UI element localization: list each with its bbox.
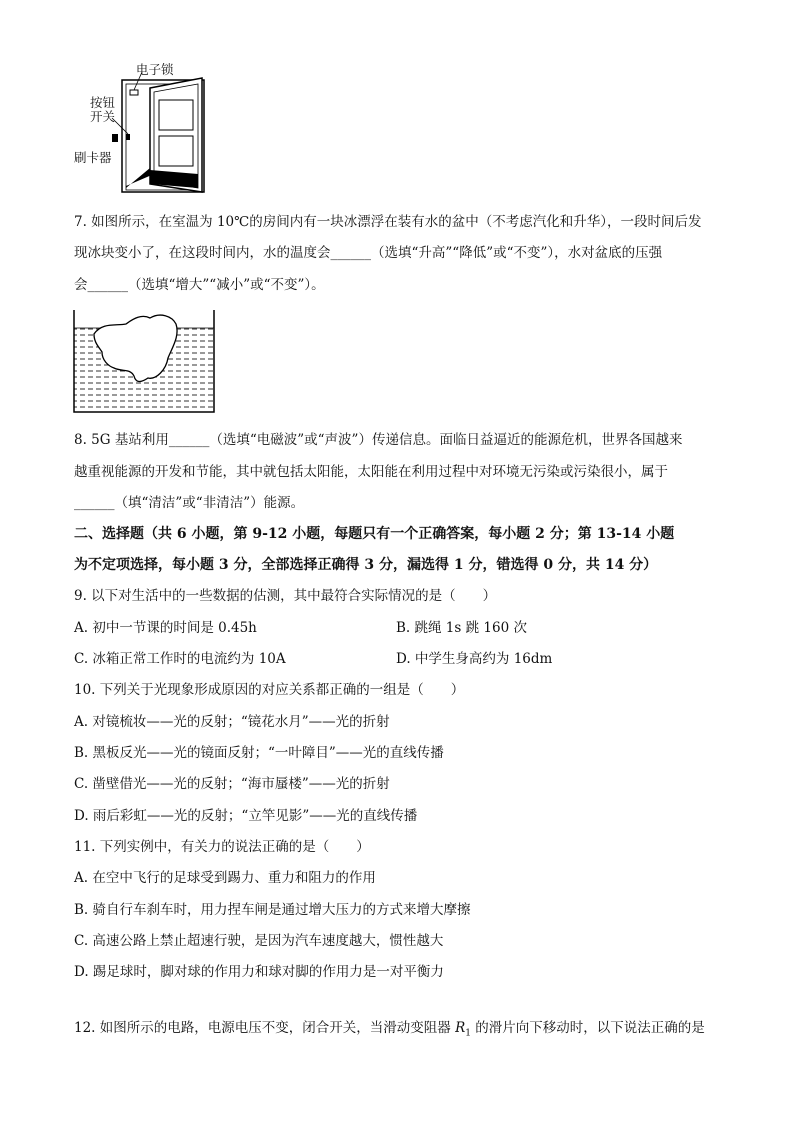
q10-option-d: D. 雨后彩虹——光的反射；“立竿见影”——光的直线传播: [74, 808, 418, 824]
q12-r-symbol: R: [455, 1020, 466, 1036]
q10-option-a: A. 对镜梳妆——光的反射；“镜花水月”——光的折射: [74, 714, 390, 730]
q12-r-subscript: 1: [465, 1028, 471, 1039]
q9-option-d: D. 中学生身高约为 16dm: [396, 651, 553, 667]
section-2-line-1: 二、选择题（共 6 小题，第 9-12 小题，每题只有一个正确答案，每小题 2 分；第 13-14 小题: [74, 526, 675, 542]
q9-option-c: C. 冰箱正常工作时的电流约为 10A: [74, 651, 286, 667]
q7-line-3: 会______（选填“增大”“减小”或“不变”）。: [74, 277, 325, 293]
q8-line-2: 越重视能源的开发和节能，其中就包括太阳能，太阳能在利用过程中对环境无污染或污染很小，属于: [74, 464, 668, 480]
button-label-1: 按钮: [90, 95, 116, 110]
q7-line-2: 现冰块变小了，在这段时间内，水的温度会______（选填“升高”“降低”或“不变”），水对盆底的压强: [74, 245, 663, 261]
q10-stem: 10. 下列关于光现象形成原因的对应关系都正确的一组是（ ）: [74, 682, 465, 698]
q10-option-c: C. 凿壁借光——光的反射；“海市蜃楼”——光的折射: [74, 776, 390, 792]
q8-line-1: 8. 5G 基站利用______（选填“电磁波”或“声波”）传递信息。面临日益逼近的能源危机，世界各国越来: [74, 432, 683, 448]
q9-option-b: B. 跳绳 1s 跳 160 次: [396, 620, 527, 636]
q11-stem: 11. 下列实例中，有关力的说法正确的是（ ）: [74, 839, 370, 855]
q11-option-a: A. 在空中飞行的足球受到踢力、重力和阻力的作用: [74, 870, 376, 886]
q8-line-3: ______（填“清洁”或“非清洁”）能源。: [74, 495, 305, 511]
q12-stem-part-2: 的滑片向下移动时，以下说法正确的是: [470, 1020, 705, 1036]
button-label-2: 开关: [90, 109, 116, 124]
q12-stem: [74, 1018, 705, 1044]
q12-stem-part-1: 12. 如图所示的电路，电源电压不变，闭合开关，当滑动变阻器: [74, 1020, 456, 1036]
ice-basin-figure: [72, 308, 218, 416]
q11-option-c: C. 高速公路上禁止超速行驶，是因为汽车速度越大，惯性越大: [74, 933, 444, 949]
section-2-line-2: 为不定项选择，每小题 3 分，全部选择正确得 3 分，漏选得 1 分，错选得 0 分，共 14 分）: [74, 557, 658, 573]
q9-stem: 9. 以下对生活中的一些数据的估测，其中最符合实际情况的是（ ）: [74, 588, 497, 604]
q11-option-b: B. 骑自行车刹车时，用力捏车闸是通过增大压力的方式来增大摩擦: [74, 902, 471, 918]
card-reader-label: 刷卡器: [74, 150, 112, 165]
q7-line-1: 7. 如图所示，在室温为 10℃的房间内有一块冰漂浮在装有水的盆中（不考虑汽化和升华），一段时间后发: [74, 214, 702, 230]
q10-option-b: B. 黑板反光——光的镜面反射；“一叶障目”——光的直线传播: [74, 745, 444, 761]
electronic-lock-label: 电子锁: [136, 62, 174, 77]
q9-option-a: A. 初中一节课的时间是 0.45h: [74, 620, 257, 636]
q11-option-d: D. 踢足球时，脚对球的作用力和球对脚的作用力是一对平衡力: [74, 964, 444, 980]
